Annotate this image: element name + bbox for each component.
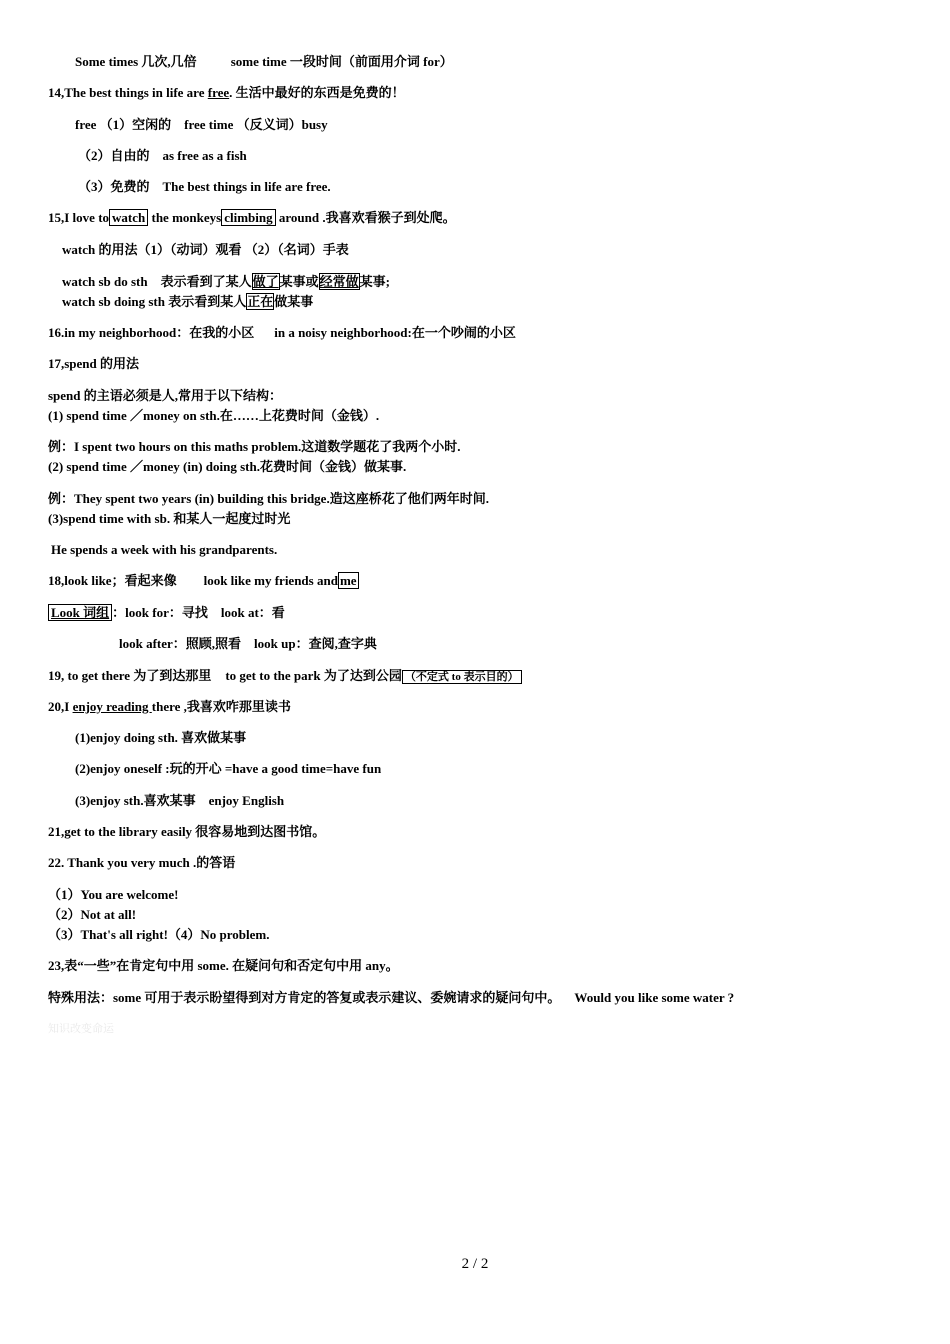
text-15-a: 15,I love to: [48, 210, 110, 225]
line-18: [48, 572, 359, 590]
watermark-text: 知识改变命运: [48, 1023, 114, 1035]
line-23: 23,表“一些”在肯定句中用 some. 在疑问句和否定句中用 any。: [48, 958, 399, 973]
line-15: [48, 209, 456, 227]
text-look-rest: ：look for：寻找 look at：看: [112, 605, 285, 620]
line-free-2: （2）自由的 as free as a fish: [78, 148, 247, 163]
boxed-infinitive-note: （不定式 to 表示目的）: [402, 670, 522, 684]
text-some-times: Some times 几次,几倍: [75, 54, 197, 69]
line-16: [48, 324, 516, 342]
text-14-pre: 14,The best things in life are: [48, 85, 208, 100]
line-free-3: （3）免费的 The best things in life are free.: [78, 179, 331, 194]
line-enjoy-3: (3)enjoy sth.喜欢某事 enjoy English: [75, 793, 285, 808]
line-spend-2: (1) spend time ／money on sth.在……上花费时间（金钱）.: [48, 408, 380, 423]
line-special-usage: [48, 989, 734, 1007]
line-22-3: （3）That's all right!（4）No problem.: [48, 927, 270, 942]
text-20-a: 20,I: [48, 699, 73, 714]
line-22-1: （1）You are welcome!: [48, 887, 179, 902]
boxed-did: 做了: [252, 274, 279, 289]
line-spend-5: 例：They spent two years (in) building this bridge.造这座桥花了他们两年时间.: [48, 491, 489, 506]
line-watch-sb-doing: [62, 293, 313, 311]
text-special-a: 特殊用法：some 可用于表示盼望得到对方肯定的答复或表示建议、委婉请求的疑问句中。: [48, 990, 561, 1005]
boxed-watch: watch: [109, 209, 148, 226]
boxed-look-phrase: Look 词组: [48, 604, 112, 621]
line-look-after: look after：照顾,照看 look up：查阅,查字典: [119, 636, 377, 651]
line-21: 21,get to the library easily 很容易地到达图书馆。: [48, 824, 326, 839]
line-14: [48, 84, 405, 102]
line-free-1: free （1）空闲的 free time （反义词）busy: [75, 117, 328, 132]
text-14-post: . 生活中最好的东西是免费的！: [229, 85, 405, 100]
text-19-b: to get to the park 为了达到公园: [225, 668, 402, 683]
text-special-b: Would you like some water ?: [574, 990, 735, 1005]
text-19-a: 19, to get there 为了到达那里: [48, 668, 212, 683]
text-some-time: some time 一段时间（前面用介词 for）: [230, 54, 453, 69]
underlined-enjoy-reading: enjoy reading: [72, 699, 152, 714]
line-enjoy-2: (2)enjoy oneself :玩的开心 =have a good time=have fun: [75, 761, 382, 776]
text-watch-sb-d: 某事;: [359, 274, 390, 289]
boxed-zhengzai: 正在: [247, 294, 274, 309]
line-some-times: [75, 53, 453, 71]
line-19: [48, 667, 522, 686]
line-spend-1: spend 的主语必须是人,常用于以下结构：: [48, 388, 283, 403]
page-number: 2 / 2: [461, 1256, 489, 1272]
line-20: [48, 698, 291, 716]
boxed-me: me: [339, 573, 357, 588]
text-watch-doing-c: 做某事: [274, 294, 314, 309]
text-watch-sb-a: watch sb do sth 表示看到了某人: [62, 274, 252, 289]
text-20-b: there ,我喜欢咋那里读书: [151, 699, 291, 714]
text-16-b: in a noisy neighborhood:在一个吵闹的小区: [274, 325, 516, 340]
line-spend-4: (2) spend time ／money (in) doing sth.花费时间（金钱）做某事.: [48, 459, 407, 474]
text-18-a: 18,look like；看起来像: [48, 573, 177, 588]
line-spend-6: (3)spend time with sb. 和某人一起度过时光: [48, 511, 291, 526]
line-spend-3: 例：I spent two hours on this maths problem.这道数学题花了我两个小时.: [48, 439, 461, 454]
text-14-free: free: [207, 85, 230, 100]
text-16-a: 16.in my neighborhood：在我的小区: [48, 325, 255, 340]
boxed-often: 经常做: [319, 274, 359, 289]
line-enjoy-1: (1)enjoy doing sth. 喜欢做某事: [75, 730, 247, 745]
text-15-b: the monkeys: [148, 210, 222, 225]
line-watch-usage: watch 的用法（1）（动词）观看 （2）（名词）手表: [62, 242, 349, 257]
text-15-c: around .我喜欢看猴子到处爬。: [275, 210, 456, 225]
line-22-2: （2）Not at all!: [48, 907, 137, 922]
line-17: 17,spend 的用法: [48, 356, 140, 371]
line-spend-7: He spends a week with his grandparents.: [51, 542, 278, 557]
text-18-b: look like my friends and: [203, 573, 338, 588]
text-watch-sb-c: 某事或: [279, 274, 319, 289]
line-watch-sb-do: [62, 273, 390, 291]
text-watch-doing-a: watch sb doing sth 表示看到某人: [62, 294, 247, 309]
boxed-climbing: climbing: [221, 209, 275, 226]
line-look-phrases: [48, 604, 285, 622]
line-22: 22. Thank you very much .的答语: [48, 855, 236, 870]
